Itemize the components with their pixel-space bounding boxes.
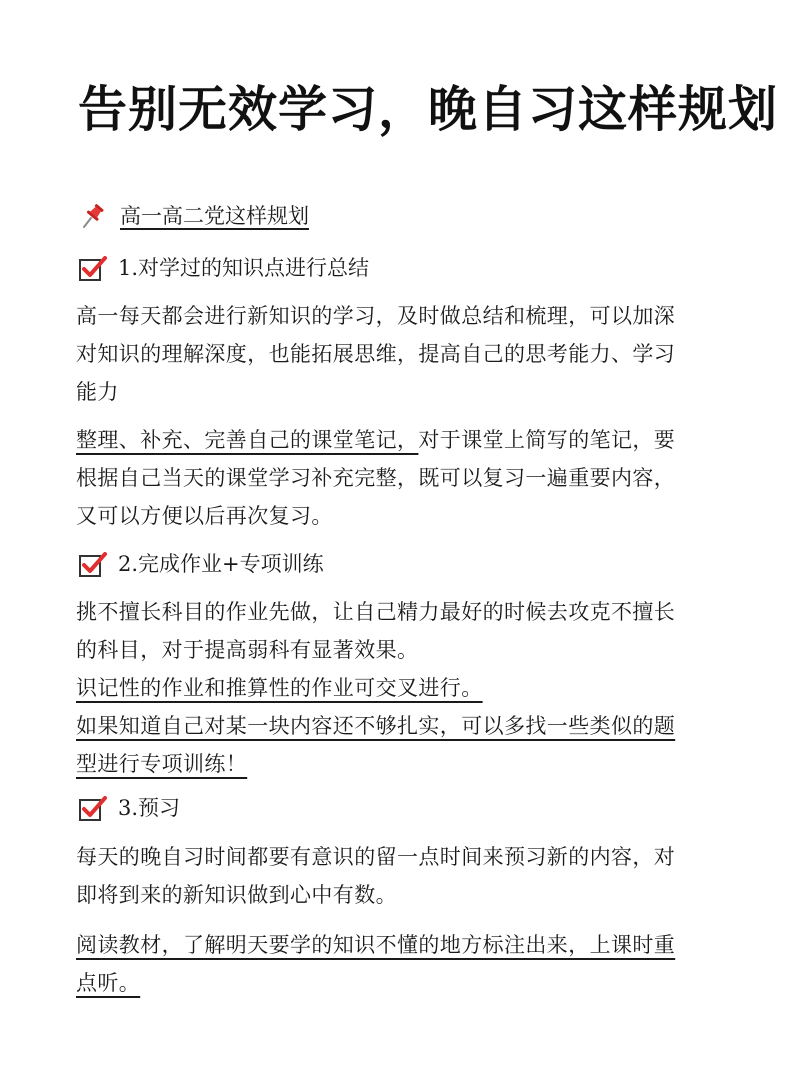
check-box-icon <box>78 253 108 283</box>
text-line: 的科目，对于提高弱科有显著效果。 <box>76 638 419 662</box>
underlined-line: 识记性的作业和推算性的作业可交叉进行。 <box>76 676 483 700</box>
check-box-icon <box>78 793 108 823</box>
page-title: 告别无效学习，晚自习这样规划 <box>78 81 779 138</box>
text-line: 能力 <box>76 380 119 404</box>
underlined-line: 如果知道自己对某一块内容还不够扎实，可以多找一些类似的题 <box>76 714 676 738</box>
text-line: 又可以方便以后再次复习。 <box>76 504 333 528</box>
item-2-title: 2.完成作业+专项训练 <box>118 552 324 576</box>
text-fragment: 对于课堂上简写的笔记，要 <box>418 428 676 452</box>
text-line: 即将到来的新知识做到心中有数。 <box>76 883 397 907</box>
item-3-title: 3.预习 <box>118 796 181 820</box>
text-line: 对知识的理解深度，也能拓展思维，提高自己的思考能力、学习 <box>76 342 676 366</box>
item-1-title: 1.对学过的知识点进行总结 <box>118 256 370 280</box>
underlined-line: 阅读教材，了解明天要学的知识不懂的地方标注出来，上课时重 <box>76 933 676 957</box>
item-2-heading <box>78 544 324 584</box>
section-title: 高一高二党这样规划 <box>120 204 309 228</box>
text-line: 每天的晚自习时间都要有意识的留一点时间来预习新的内容，对 <box>76 845 676 869</box>
item-1-heading <box>78 248 369 288</box>
underlined-line: 点听。 <box>76 971 141 995</box>
item-3-paragraph <box>76 838 736 914</box>
underlined-phrase: 整理、补充、完善自己的课堂笔记， <box>76 428 419 452</box>
item-2-paragraph <box>76 593 736 783</box>
item-3-heading <box>78 788 180 828</box>
pushpin-icon <box>78 201 108 231</box>
item-1-notes-paragraph <box>76 421 736 535</box>
text-line: 高一每天都会进行新知识的学习，及时做总结和梳理，可以加深 <box>76 304 676 328</box>
text-line <box>76 421 736 459</box>
underlined-line: 型进行专项训练！ <box>76 752 248 776</box>
check-box-icon <box>78 549 108 579</box>
text-line: 根据自己当天的课堂学习补充完整，既可以复习一遍重要内容， <box>76 466 676 490</box>
text-line: 挑不擅长科目的作业先做，让自己精力最好的时候去攻克不擅长 <box>76 600 676 624</box>
section-header <box>78 196 309 236</box>
item-1-paragraph <box>76 297 736 411</box>
item-3-underlined-paragraph <box>76 926 736 1002</box>
